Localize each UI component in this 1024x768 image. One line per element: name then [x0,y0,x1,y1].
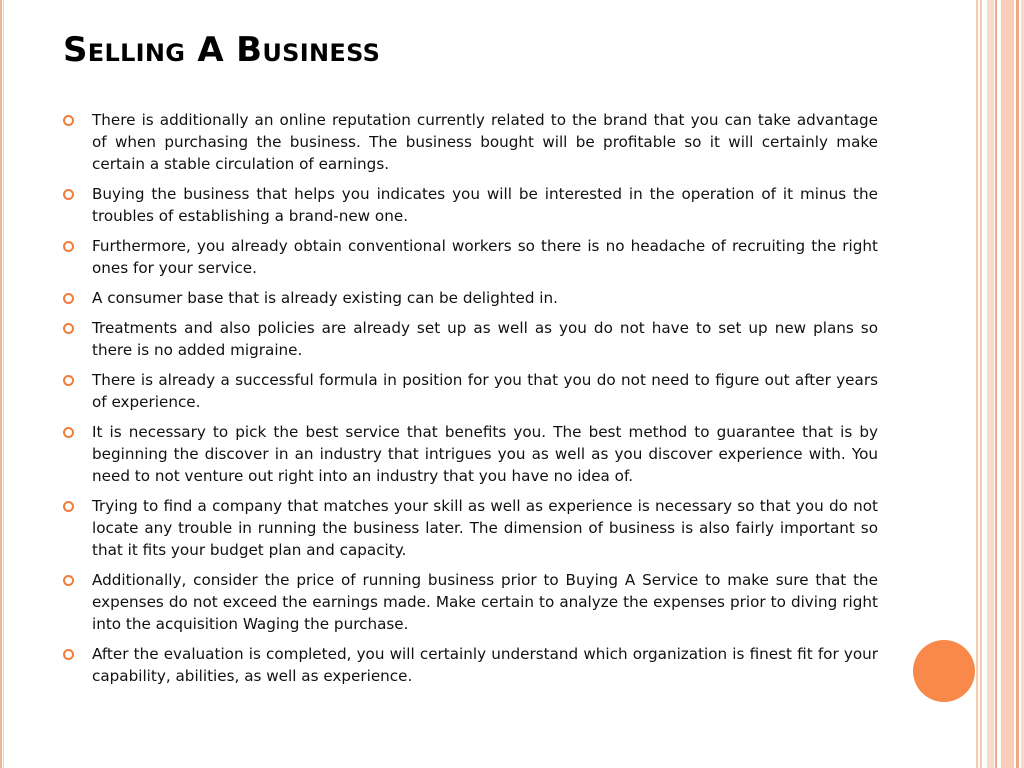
bullet-circle-icon [63,501,74,512]
bullet-item [63,369,878,413]
bullet-item [63,183,878,227]
right-stripe-decoration [976,0,1024,768]
bullet-text: There is additionally an online reputation currently related to the brand that you can take advantage of when purchasing the business. The business bought will be profitable so it will certainly make certain a stable circulation of earnings. [92,111,878,173]
bullet-item [63,643,878,687]
bullet-circle-icon [63,293,74,304]
bullet-item [63,495,878,561]
orange-circle-decoration [913,640,975,702]
bullet-item [63,287,878,309]
bullet-text: There is already a successful formula in position for you that you do not need to figure out after years of experience. [92,371,878,411]
bullet-circle-icon [63,115,74,126]
bullet-circle-icon [63,427,74,438]
slide-title: Selling A Business [63,30,381,70]
bullet-text: Buying the business that helps you indicates you will be interested in the operation of it minus the troubles of establishing a brand-new one. [92,185,878,225]
bullet-text: Treatments and also policies are already set up as well as you do not have to set up new plans so there is no added migraine. [92,319,878,359]
bullet-item [63,569,878,635]
bullet-text: Trying to find a company that matches your skill as well as experience is necessary so that you do not locate any trouble in running the business later. The dimension of business is also fairly important so that it fits your budget plan and capacity. [92,497,878,559]
bullet-item [63,109,878,175]
bullet-circle-icon [63,323,74,334]
bullet-item [63,235,878,279]
bullet-text: Furthermore, you already obtain conventional workers so there is no headache of recruiting the right ones for your service. [92,237,878,277]
bullet-item [63,317,878,361]
bullet-circle-icon [63,375,74,386]
bullet-circle-icon [63,241,74,252]
bullet-text: Additionally, consider the price of running business prior to Buying A Service to make sure that the expenses do not exceed the earnings made. Make certain to analyze the expenses prior to diving right into the acquisition Waging the purchase. [92,571,878,633]
bullet-text: After the evaluation is completed, you will certainly understand which organization is finest fit for your capability, abilities, as well as experience. [92,645,878,685]
bullet-list [63,109,878,695]
bullet-circle-icon [63,575,74,586]
bullet-circle-icon [63,189,74,200]
bullet-text: A consumer base that is already existing can be delighted in. [92,289,558,307]
bullet-text: It is necessary to pick the best service that benefits you. The best method to guarantee that is by beginning the discover in an industry that intrigues you as well as you discover experience with. You need to not venture out right into an industry that you have no idea of. [92,423,878,485]
bullet-item [63,421,878,487]
bullet-circle-icon [63,649,74,660]
left-border-decoration [0,0,5,768]
